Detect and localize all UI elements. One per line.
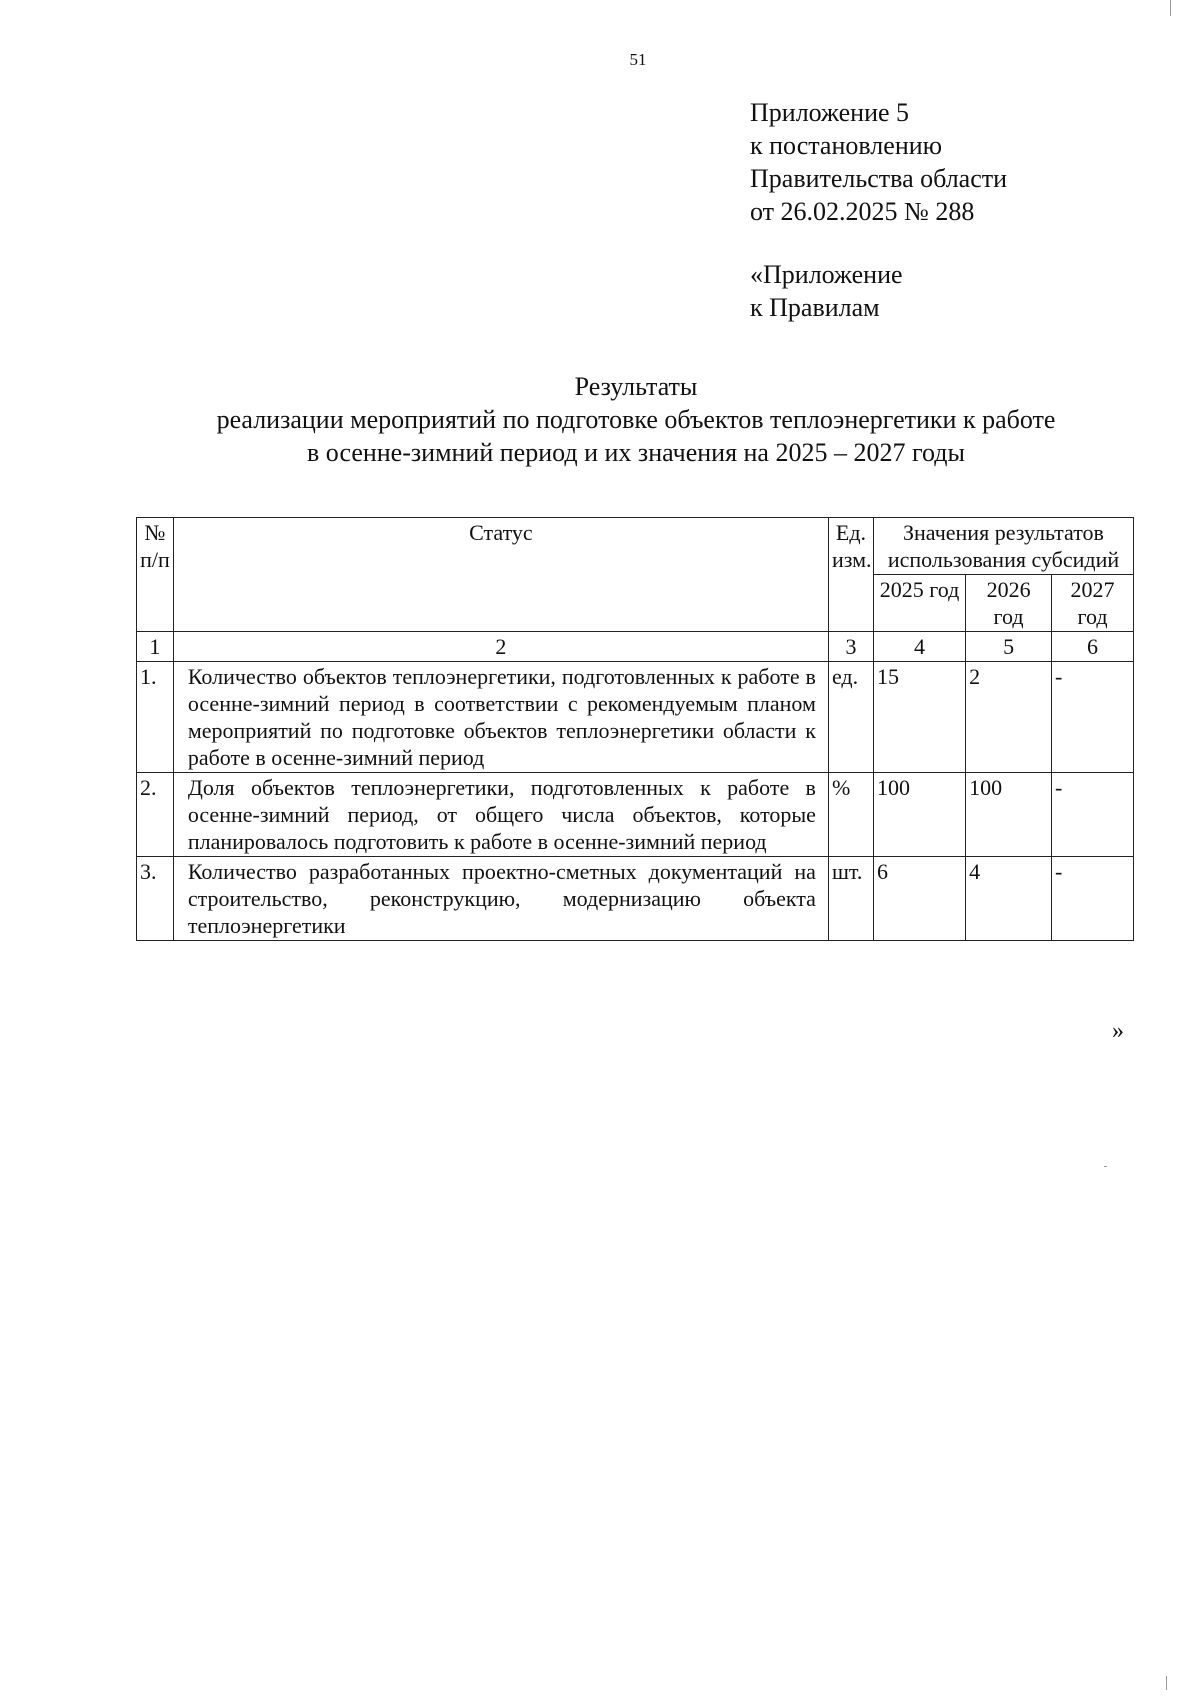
- appendix-line: Приложение 5: [750, 98, 910, 127]
- document-title: [126, 370, 1146, 469]
- row-num: 1.: [137, 662, 174, 773]
- appendix-header: [750, 96, 1007, 228]
- appendix-rules: [750, 258, 903, 324]
- row-unit: шт.: [828, 857, 873, 941]
- column-number: 5: [966, 632, 1052, 662]
- header-unit: Ед. изм.: [828, 518, 873, 632]
- scan-artifact: [1170, 0, 1171, 16]
- row-value-2026: 100: [966, 773, 1052, 857]
- appendix-line: к постановлению: [750, 131, 943, 160]
- closing-quote: »: [1112, 1018, 1124, 1044]
- header-year-2027: 2027 год: [1052, 575, 1134, 632]
- row-value-2026: 2: [966, 662, 1052, 773]
- row-value-2025: 15: [873, 662, 965, 773]
- row-value-2027: -: [1052, 662, 1134, 773]
- row-value-2027: -: [1052, 773, 1134, 857]
- table-row: [137, 773, 1134, 857]
- column-number-row: [137, 632, 1134, 662]
- page-number: 51: [629, 50, 647, 69]
- column-number: 3: [828, 632, 873, 662]
- row-unit: ед.: [828, 662, 873, 773]
- row-value-2025: 100: [873, 773, 965, 857]
- results-table: [136, 517, 1134, 941]
- row-value-2026: 4: [966, 857, 1052, 941]
- title-line: в осенне-зимний период и их значения на 2025 – 2027 годы: [307, 438, 965, 467]
- scan-artifact: [1104, 1166, 1107, 1167]
- appendix-rules-line: к Правилам: [750, 293, 880, 322]
- appendix-rules-line: «Приложение: [750, 260, 903, 289]
- row-value-2027: -: [1052, 857, 1134, 941]
- header-year-2025: 2025 год: [873, 575, 965, 632]
- header-year-2026: 2026 год: [966, 575, 1052, 632]
- column-number: 1: [137, 632, 174, 662]
- column-number: 4: [873, 632, 965, 662]
- row-status: Доля объектов теплоэнергетики, подготовленных к работе в осенне-зимний период, от общего числа объектов, которые планировалось подготовить к работе в осенне-зимний период: [173, 773, 828, 857]
- header-num: № п/п: [137, 518, 174, 632]
- appendix-line: Правительства области: [750, 164, 1008, 193]
- header-status: Статус: [173, 518, 828, 632]
- title-line: реализации мероприятий по подготовке объектов теплоэнергетики к работе: [216, 405, 1056, 434]
- column-number: 2: [173, 632, 828, 662]
- table-row: [137, 857, 1134, 941]
- row-num: 3.: [137, 857, 174, 941]
- row-status: Количество объектов теплоэнергетики, подготовленных к работе в осенне-зимний период в соответствии с рекомендуемым планом мероприятий по подготовке объектов теплоэнергетики области к работе в осенне-зимний период: [173, 662, 828, 773]
- scan-artifact: [1166, 1676, 1167, 1690]
- row-num: 2.: [137, 773, 174, 857]
- appendix-line: от 26.02.2025 № 288: [750, 197, 975, 226]
- table-header-row: [137, 518, 1134, 575]
- row-status: Количество разработанных проектно-сметных документаций на строительство, реконструкцию, модернизацию объекта теплоэнергетики: [173, 857, 828, 941]
- column-number: 6: [1052, 632, 1134, 662]
- title-line: Результаты: [574, 372, 698, 401]
- header-values-group: Значения результатов использования субсидий: [873, 518, 1133, 575]
- row-value-2025: 6: [873, 857, 965, 941]
- row-unit: %: [828, 773, 873, 857]
- table-row: [137, 662, 1134, 773]
